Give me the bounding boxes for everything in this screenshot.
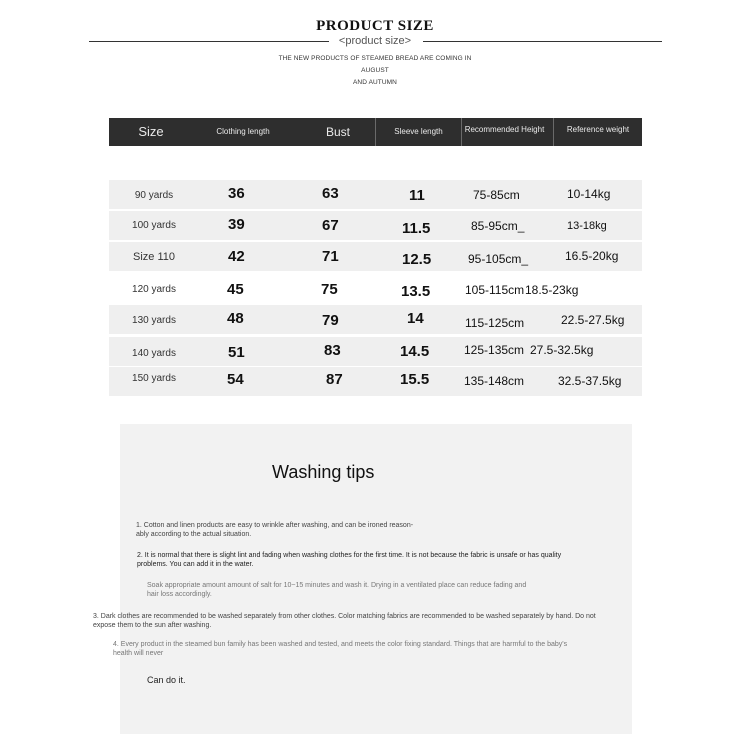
washing-tips-panel	[120, 424, 632, 734]
size-cell: Size 110	[133, 251, 175, 263]
table-row	[109, 242, 642, 271]
tagline-line-2: AND AUTUMN	[353, 79, 397, 86]
tip-4-ending: Can do it.	[147, 675, 186, 685]
tip-4-line-1: 4. Every product in the steamed bun family has been washed and tested, and meets the color fixing standard. Things that are harmful to the baby's	[113, 641, 568, 648]
recommended-height-cell: 115-125cm	[465, 316, 525, 330]
tip-1-line-2: ably according to the actual situation.	[136, 531, 252, 538]
tip-3	[93, 612, 596, 630]
size-cell: 150 yards	[132, 373, 176, 384]
sleeve-length-cell: 14.5	[400, 343, 430, 360]
clothing-length-cell: 48	[227, 310, 244, 327]
reference-weight-cell: 22.5-27.5kg	[561, 313, 625, 327]
bust-cell: 67	[322, 217, 339, 234]
recommended-height-cell: 95-105cm_	[468, 252, 529, 266]
tip-1	[136, 521, 413, 539]
tip-3-line-1: 3. Dark clothes are recommended to be washed separately from other clothes. Color matching fabrics are recommended to be washed separately by hand. Do not	[93, 613, 596, 620]
tip-2-line-2: problems. You can add it in the water.	[137, 561, 254, 568]
sleeve-length-cell: 15.5	[400, 371, 430, 388]
column-header-sleeve-length: Sleeve length	[394, 127, 443, 136]
column-header-bust: Bust	[325, 125, 350, 139]
column-header-recommended-height: Recommended Height	[464, 125, 545, 134]
clothing-length-cell: 45	[227, 281, 244, 298]
reference-weight-cell: 32.5-37.5kg	[558, 374, 622, 388]
tip-2	[137, 551, 561, 569]
recommended-height-cell: 85-95cm_	[471, 219, 525, 233]
size-cell: 120 yards	[132, 284, 176, 295]
page-subtitle: <product size>	[338, 35, 412, 47]
recommended-height-cell: 135-148cm	[464, 374, 525, 388]
reference-weight-cell: 18.5-23kg	[525, 283, 579, 297]
clothing-length-cell: 36	[228, 185, 245, 202]
sleeve-length-cell: 12.5	[402, 251, 432, 268]
table-row	[109, 180, 642, 209]
tagline-line-1: THE NEW PRODUCTS OF STEAMED BREAD ARE COMING IN AUGUST	[278, 55, 472, 74]
page-title: PRODUCT SIZE	[316, 18, 434, 34]
reference-weight-cell: 13-18kg	[567, 220, 607, 232]
tip-2-continued-line-2: hair loss accordingly.	[147, 591, 212, 598]
table-row	[109, 367, 642, 396]
recommended-height-cell: 75-85cm	[473, 188, 520, 202]
column-header-clothing-length: Clothing length	[216, 127, 270, 136]
sleeve-length-cell: 13.5	[401, 283, 431, 300]
tip-4-line-2: health will never	[113, 650, 164, 657]
clothing-length-cell: 54	[227, 371, 244, 388]
tip-4	[113, 640, 567, 658]
tip-2-continued	[147, 581, 526, 599]
column-header-reference-weight: Reference weight	[566, 125, 630, 134]
recommended-height-cell: 125-135cm	[464, 343, 525, 357]
size-cell: 100 yards	[132, 220, 176, 231]
reference-weight-cell: 27.5-32.5kg	[530, 343, 594, 357]
bust-cell: 83	[324, 342, 341, 359]
size-cell: 140 yards	[132, 348, 176, 359]
clothing-length-cell: 39	[228, 216, 245, 233]
bust-cell: 63	[322, 185, 339, 202]
tip-2-line-1: 2. It is normal that there is slight lint and fading when washing clothes for the first time. It is not because the fabric is unsafe or has quality	[137, 552, 562, 559]
sleeve-length-cell: 11	[409, 187, 425, 204]
reference-weight-cell: 16.5-20kg	[565, 249, 619, 263]
table-row	[109, 337, 642, 366]
size-cell: 130 yards	[132, 315, 176, 326]
clothing-length-cell: 51	[228, 344, 245, 361]
sleeve-length-cell: 14	[407, 310, 424, 327]
tip-1-line-1: 1. Cotton and linen products are easy to wrinkle after washing, and can be ironed reason-	[136, 522, 414, 529]
bust-cell: 87	[326, 371, 343, 388]
column-header-size: Size	[138, 124, 164, 139]
clothing-length-cell: 42	[228, 248, 245, 265]
bust-cell: 71	[322, 248, 339, 265]
table-row	[109, 305, 642, 334]
bust-cell: 75	[321, 281, 338, 298]
size-table-header	[109, 118, 642, 146]
sleeve-length-cell: 11.5	[402, 220, 431, 237]
washing-tips-title: Washing tips	[272, 462, 375, 482]
tip-3-line-2: expose them to the sun after washing.	[93, 622, 212, 629]
table-row	[109, 211, 642, 240]
reference-weight-cell: 10-14kg	[567, 187, 611, 201]
recommended-height-cell: 105-115cm	[465, 283, 525, 297]
bust-cell: 79	[322, 312, 339, 329]
table-row	[109, 274, 642, 303]
tip-2-continued-line-1: Soak appropriate amount amount of salt for 10~15 minutes and wash it. Drying in a ventilated place can reduce fading and	[147, 582, 527, 589]
tagline	[275, 53, 475, 89]
size-cell: 90 yards	[134, 190, 174, 201]
